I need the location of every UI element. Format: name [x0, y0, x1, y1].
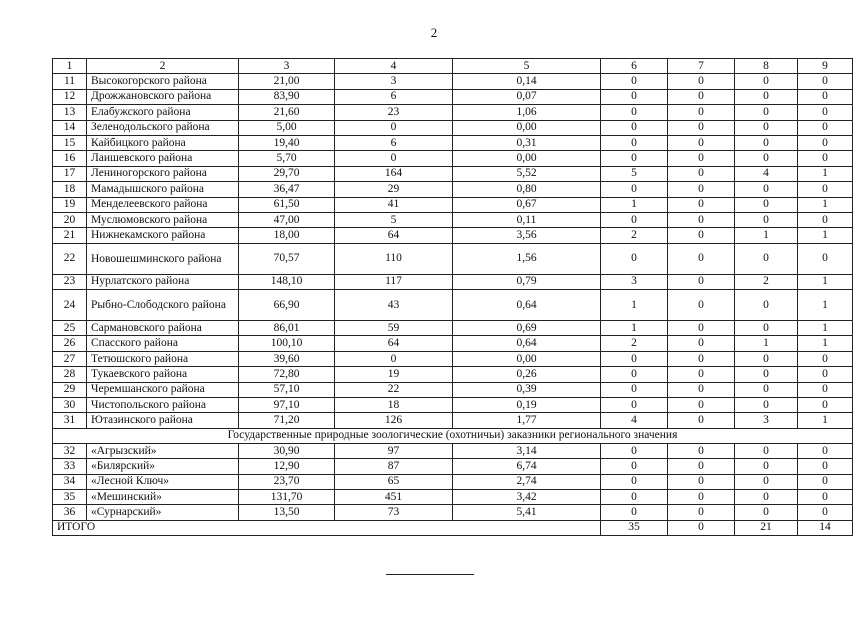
row-value: 3,56 — [453, 228, 601, 243]
row-value: 0 — [735, 459, 798, 474]
row-name: Тетюшского района — [87, 351, 239, 366]
row-value: 0,64 — [453, 290, 601, 321]
row-value: 0 — [668, 398, 735, 413]
page-number: 2 — [430, 25, 438, 40]
table-row — [53, 505, 853, 520]
row-value: 0,26 — [453, 367, 601, 382]
row-value: 36,47 — [239, 182, 335, 197]
row-value: 0 — [798, 443, 853, 458]
row-value: 0 — [601, 443, 668, 458]
row-value: 1 — [798, 290, 853, 321]
total-value: 21 — [735, 520, 798, 535]
row-value: 6,74 — [453, 459, 601, 474]
row-value: 0,07 — [453, 89, 601, 104]
column-header: 6 — [601, 59, 668, 74]
row-value: 0 — [668, 182, 735, 197]
row-number: 22 — [53, 243, 87, 274]
row-value: 0 — [798, 120, 853, 135]
table-row — [53, 182, 853, 197]
row-value: 0,64 — [453, 336, 601, 351]
table-row — [53, 443, 853, 458]
row-value: 0 — [601, 89, 668, 104]
table-row — [53, 367, 853, 382]
column-header: 1 — [53, 59, 87, 74]
table-row — [53, 336, 853, 351]
total-value: 0 — [668, 520, 735, 535]
row-number: 23 — [53, 274, 87, 289]
row-value: 1 — [601, 321, 668, 336]
row-value: 0 — [668, 489, 735, 504]
row-value: 0 — [601, 135, 668, 150]
table-row — [53, 351, 853, 366]
row-value: 1 — [798, 274, 853, 289]
row-number: 35 — [53, 489, 87, 504]
row-value: 0 — [668, 367, 735, 382]
row-number: 20 — [53, 212, 87, 227]
row-value: 0 — [735, 89, 798, 104]
row-value: 0 — [735, 182, 798, 197]
column-header: 2 — [87, 59, 239, 74]
row-value: 0 — [601, 212, 668, 227]
table-row — [53, 413, 853, 428]
row-value: 18 — [335, 398, 453, 413]
row-value: 0 — [668, 274, 735, 289]
row-value: 0 — [668, 105, 735, 120]
row-value: 2 — [601, 228, 668, 243]
row-value: 0 — [735, 489, 798, 504]
row-value: 13,50 — [239, 505, 335, 520]
row-value: 0 — [798, 105, 853, 120]
row-value: 5,00 — [239, 120, 335, 135]
row-value: 87 — [335, 459, 453, 474]
row-value: 0 — [668, 459, 735, 474]
row-value: 0 — [798, 135, 853, 150]
table-row — [53, 89, 853, 104]
row-value: 97,10 — [239, 398, 335, 413]
table-row — [53, 74, 853, 89]
row-value: 29 — [335, 182, 453, 197]
row-value: 5,70 — [239, 151, 335, 166]
row-value: 0 — [668, 321, 735, 336]
row-value: 0 — [798, 182, 853, 197]
row-value: 0 — [601, 120, 668, 135]
row-value: 131,70 — [239, 489, 335, 504]
row-number: 15 — [53, 135, 87, 150]
row-value: 100,10 — [239, 336, 335, 351]
row-value: 0 — [735, 398, 798, 413]
table-row — [53, 459, 853, 474]
row-value: 1 — [601, 290, 668, 321]
row-value: 0,80 — [453, 182, 601, 197]
row-value: 21,00 — [239, 74, 335, 89]
row-name: Елабужского района — [87, 105, 239, 120]
table-row — [53, 151, 853, 166]
row-value: 0 — [735, 505, 798, 520]
column-header: 4 — [335, 59, 453, 74]
row-name: Зеленодольского района — [87, 120, 239, 135]
total-row — [53, 520, 853, 535]
row-value: 0,31 — [453, 135, 601, 150]
row-value: 43 — [335, 290, 453, 321]
row-value: 73 — [335, 505, 453, 520]
row-name: Менделеевского района — [87, 197, 239, 212]
row-value: 2 — [601, 336, 668, 351]
row-value: 0 — [601, 474, 668, 489]
row-value: 0 — [735, 197, 798, 212]
row-value: 4 — [601, 413, 668, 428]
row-value: 70,57 — [239, 243, 335, 274]
data-table — [52, 58, 853, 536]
table-row — [53, 197, 853, 212]
table-row — [53, 243, 853, 274]
row-value: 3,42 — [453, 489, 601, 504]
row-value: 0 — [668, 336, 735, 351]
row-value: 22 — [335, 382, 453, 397]
column-header: 5 — [453, 59, 601, 74]
row-value: 0,00 — [453, 151, 601, 166]
row-value: 0,19 — [453, 398, 601, 413]
row-value: 3 — [335, 74, 453, 89]
row-value: 0 — [668, 74, 735, 89]
row-value: 0 — [668, 290, 735, 321]
row-value: 0,00 — [453, 351, 601, 366]
row-value: 64 — [335, 336, 453, 351]
row-value: 0 — [735, 243, 798, 274]
table-row — [53, 398, 853, 413]
row-value: 0 — [798, 505, 853, 520]
row-value: 0 — [668, 89, 735, 104]
row-value: 3,14 — [453, 443, 601, 458]
row-number: 28 — [53, 367, 87, 382]
row-name: Кайбицкого района — [87, 135, 239, 150]
row-name: Черемшанского района — [87, 382, 239, 397]
row-value: 5 — [601, 166, 668, 181]
row-value: 0,67 — [453, 197, 601, 212]
row-name: Дрожжановского района — [87, 89, 239, 104]
row-value: 1 — [798, 228, 853, 243]
row-value: 0 — [668, 351, 735, 366]
row-value: 0 — [798, 89, 853, 104]
row-value: 5,41 — [453, 505, 601, 520]
row-name: «Билярский» — [87, 459, 239, 474]
row-value: 0 — [601, 105, 668, 120]
row-name: Мамадышского района — [87, 182, 239, 197]
total-label: ИТОГО — [53, 520, 601, 535]
row-value: 57,10 — [239, 382, 335, 397]
row-name: Сармановского района — [87, 321, 239, 336]
row-value: 0 — [798, 243, 853, 274]
row-number: 12 — [53, 89, 87, 104]
row-value: 12,90 — [239, 459, 335, 474]
section-title: Государственные природные зоологические (охотничьи) заказники регионального значения — [53, 428, 853, 443]
row-number: 14 — [53, 120, 87, 135]
row-value: 39,60 — [239, 351, 335, 366]
row-number: 11 — [53, 74, 87, 89]
row-value: 6 — [335, 135, 453, 150]
row-value: 0 — [601, 74, 668, 89]
row-value: 66,90 — [239, 290, 335, 321]
table-row — [53, 290, 853, 321]
column-header: 7 — [668, 59, 735, 74]
row-value: 0 — [735, 105, 798, 120]
row-value: 29,70 — [239, 166, 335, 181]
row-value: 1 — [735, 336, 798, 351]
row-value: 0 — [798, 398, 853, 413]
row-value: 2,74 — [453, 474, 601, 489]
row-value: 0,11 — [453, 212, 601, 227]
row-value: 2 — [735, 274, 798, 289]
row-value: 1,06 — [453, 105, 601, 120]
row-number: 21 — [53, 228, 87, 243]
row-value: 0 — [668, 135, 735, 150]
row-number: 33 — [53, 459, 87, 474]
row-value: 1 — [798, 336, 853, 351]
row-value: 5 — [335, 212, 453, 227]
row-value: 23 — [335, 105, 453, 120]
table-row — [53, 228, 853, 243]
row-value: 0 — [601, 382, 668, 397]
row-name: Нурлатского района — [87, 274, 239, 289]
row-value: 126 — [335, 413, 453, 428]
row-value: 0 — [668, 212, 735, 227]
row-value: 47,00 — [239, 212, 335, 227]
row-name: Спасского района — [87, 336, 239, 351]
table-row — [53, 212, 853, 227]
row-value: 0 — [798, 212, 853, 227]
row-value: 110 — [335, 243, 453, 274]
row-value: 1,56 — [453, 243, 601, 274]
row-value: 0 — [668, 474, 735, 489]
row-value: 1 — [601, 197, 668, 212]
row-value: 64 — [335, 228, 453, 243]
row-number: 16 — [53, 151, 87, 166]
row-number: 31 — [53, 413, 87, 428]
row-number: 32 — [53, 443, 87, 458]
table-row — [53, 321, 853, 336]
row-value: 0 — [668, 443, 735, 458]
row-value: 65 — [335, 474, 453, 489]
table-row — [53, 474, 853, 489]
row-value: 83,90 — [239, 89, 335, 104]
row-number: 25 — [53, 321, 87, 336]
row-value: 0 — [601, 151, 668, 166]
table-row — [53, 489, 853, 504]
row-value: 0 — [798, 151, 853, 166]
row-value: 21,60 — [239, 105, 335, 120]
row-value: 71,20 — [239, 413, 335, 428]
table-row — [53, 382, 853, 397]
row-value: 0 — [601, 459, 668, 474]
row-value: 0 — [798, 351, 853, 366]
row-value: 1 — [798, 321, 853, 336]
row-name: Новошешминского района — [87, 243, 239, 274]
row-value: 1 — [735, 228, 798, 243]
row-value: 0 — [735, 212, 798, 227]
row-value: 0 — [668, 197, 735, 212]
row-value: 6 — [335, 89, 453, 104]
row-number: 24 — [53, 290, 87, 321]
row-value: 0 — [735, 74, 798, 89]
row-value: 0 — [798, 489, 853, 504]
row-value: 1,77 — [453, 413, 601, 428]
row-value: 59 — [335, 321, 453, 336]
row-value: 0 — [668, 228, 735, 243]
row-name: Лениногорского района — [87, 166, 239, 181]
row-number: 29 — [53, 382, 87, 397]
row-name: Чистопольского района — [87, 398, 239, 413]
row-value: 19 — [335, 367, 453, 382]
row-value: 0 — [798, 459, 853, 474]
row-value: 0 — [601, 367, 668, 382]
row-value: 3 — [735, 413, 798, 428]
row-number: 27 — [53, 351, 87, 366]
row-number: 19 — [53, 197, 87, 212]
column-header: 8 — [735, 59, 798, 74]
row-value: 1 — [798, 166, 853, 181]
row-value: 0 — [798, 74, 853, 89]
row-value: 5,52 — [453, 166, 601, 181]
row-value: 97 — [335, 443, 453, 458]
row-value: 0 — [735, 321, 798, 336]
header-row — [53, 59, 853, 74]
row-value: 164 — [335, 166, 453, 181]
row-name: Рыбно-Слободского района — [87, 290, 239, 321]
table-row — [53, 166, 853, 181]
row-value: 86,01 — [239, 321, 335, 336]
row-value: 41 — [335, 197, 453, 212]
row-value: 0 — [601, 398, 668, 413]
row-value: 0,00 — [453, 120, 601, 135]
row-value: 0 — [735, 120, 798, 135]
row-value: 18,00 — [239, 228, 335, 243]
row-name: Нижнекамского района — [87, 228, 239, 243]
row-value: 4 — [735, 166, 798, 181]
row-value: 0 — [735, 151, 798, 166]
row-value: 19,40 — [239, 135, 335, 150]
row-name: «Сурнарский» — [87, 505, 239, 520]
row-value: 117 — [335, 274, 453, 289]
row-value: 0 — [601, 182, 668, 197]
row-value: 451 — [335, 489, 453, 504]
row-value: 1 — [798, 197, 853, 212]
row-value: 3 — [601, 274, 668, 289]
row-name: Ютазинского района — [87, 413, 239, 428]
row-value: 0 — [668, 120, 735, 135]
row-value: 0,79 — [453, 274, 601, 289]
row-number: 26 — [53, 336, 87, 351]
row-value: 0 — [798, 474, 853, 489]
row-value: 0 — [601, 505, 668, 520]
table-row — [53, 274, 853, 289]
row-value: 0 — [735, 367, 798, 382]
row-value: 0 — [735, 382, 798, 397]
row-value: 72,80 — [239, 367, 335, 382]
row-value: 23,70 — [239, 474, 335, 489]
row-number: 30 — [53, 398, 87, 413]
row-value: 0 — [601, 489, 668, 504]
row-name: «Агрызский» — [87, 443, 239, 458]
row-name: «Лесной Ключ» — [87, 474, 239, 489]
row-value: 0 — [668, 382, 735, 397]
row-name: Тукаевского района — [87, 367, 239, 382]
row-value: 0,69 — [453, 321, 601, 336]
row-value: 1 — [798, 413, 853, 428]
total-value: 14 — [798, 520, 853, 535]
row-value: 0 — [735, 351, 798, 366]
column-header: 9 — [798, 59, 853, 74]
table-row — [53, 120, 853, 135]
row-value: 0,14 — [453, 74, 601, 89]
row-value: 0 — [798, 367, 853, 382]
column-header: 3 — [239, 59, 335, 74]
row-value: 61,50 — [239, 197, 335, 212]
row-value: 0 — [735, 474, 798, 489]
section-row — [53, 428, 853, 443]
row-value: 0 — [668, 413, 735, 428]
row-value: 0 — [335, 351, 453, 366]
row-value: 0 — [735, 135, 798, 150]
row-value: 0 — [798, 382, 853, 397]
row-value: 0 — [335, 151, 453, 166]
table-row — [53, 105, 853, 120]
row-name: Лаишевского района — [87, 151, 239, 166]
row-value: 148,10 — [239, 274, 335, 289]
row-value: 0 — [668, 505, 735, 520]
row-value: 0 — [335, 120, 453, 135]
row-number: 18 — [53, 182, 87, 197]
row-value: 30,90 — [239, 443, 335, 458]
bottom-rule — [386, 574, 474, 575]
row-name: Высокогорского района — [87, 74, 239, 89]
row-value: 0 — [668, 243, 735, 274]
row-value: 0 — [735, 443, 798, 458]
row-value: 0 — [601, 243, 668, 274]
row-number: 34 — [53, 474, 87, 489]
row-number: 36 — [53, 505, 87, 520]
row-value: 0 — [601, 351, 668, 366]
row-name: Муслюмовского района — [87, 212, 239, 227]
row-value: 0,39 — [453, 382, 601, 397]
total-value: 35 — [601, 520, 668, 535]
row-number: 13 — [53, 105, 87, 120]
row-value: 0 — [668, 166, 735, 181]
row-value: 0 — [735, 290, 798, 321]
row-number: 17 — [53, 166, 87, 181]
row-name: «Мешинский» — [87, 489, 239, 504]
table-row — [53, 135, 853, 150]
row-value: 0 — [668, 151, 735, 166]
